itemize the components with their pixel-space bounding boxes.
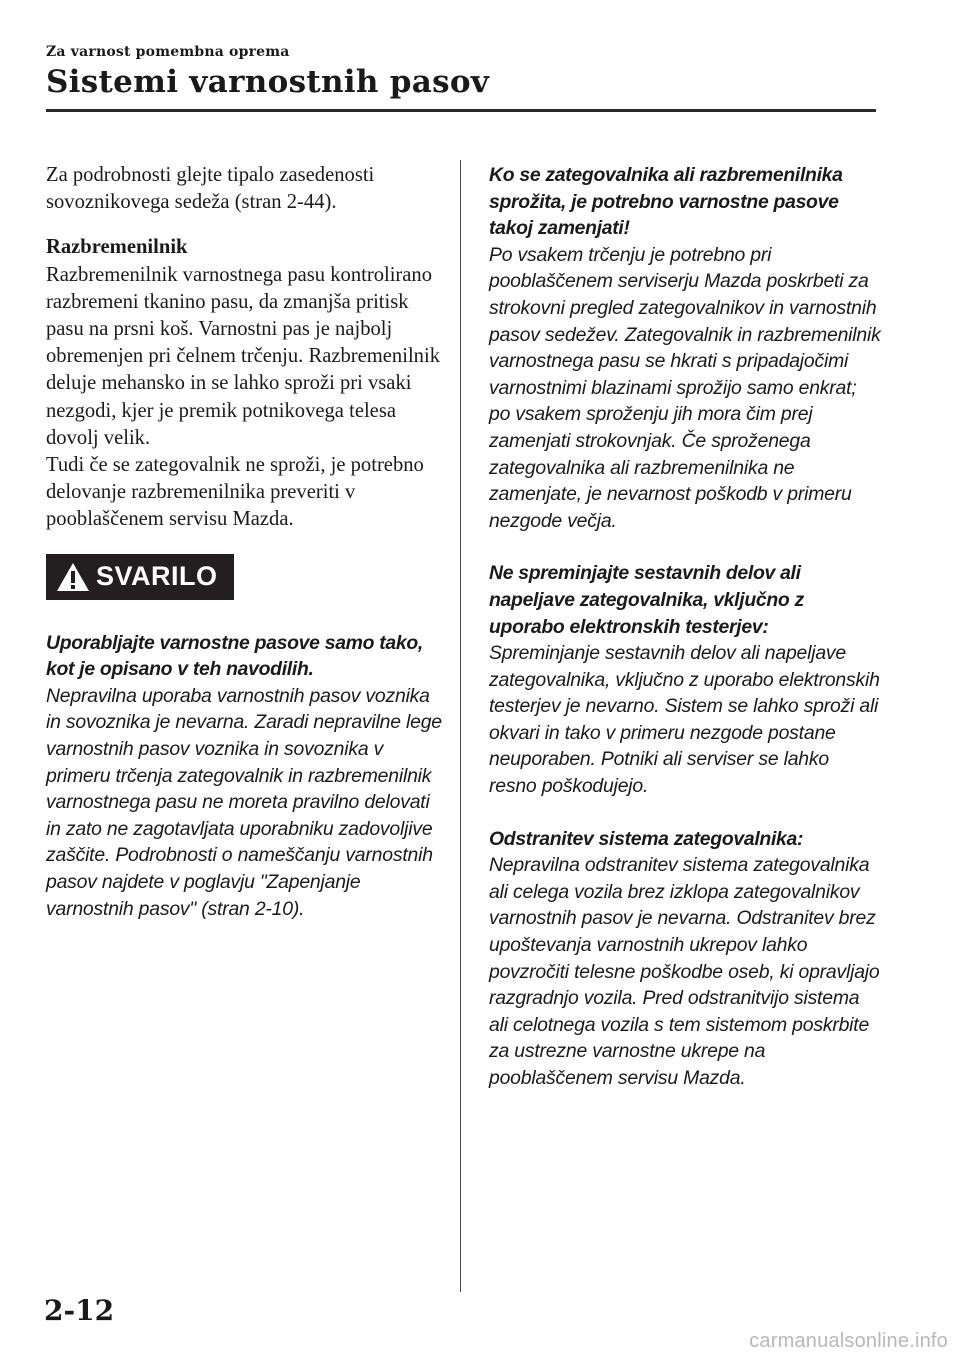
left-column: [46, 162, 446, 922]
warning-label: SVARILO: [96, 561, 218, 592]
warning-text: Spreminjanje sestavnih delov ali napeljave zategovalnika, vključno z uporabo elektronskih testerjev je nevarno. Sistem se lahko sproži ali okvari in tako v primeru nezgode postane neuporaben. Potniki ali serviser se lahko resno poškodujejo.: [489, 642, 880, 798]
column-divider: [460, 160, 461, 1292]
warning-bold-text: Ne spreminjajte sestavnih delov ali napeljave zategovalnika, vključno z uporabo elektronskih testerjev:: [489, 562, 804, 638]
warning-triangle-icon: [56, 562, 90, 592]
body-paragraph: Razbremenilnik varnostnega pasu kontrolirano razbremeni tkanino pasu, da zmanjša pritisk pasu na prsni koš. Varnostni pas je najbolj obremenjen pri čelnem trčenju. Razbremenilnik deluje mehansko in se lahko sproži pri vsaki nezgodi, kjer je premik potnikovega telesa dovolj velik.: [46, 263, 440, 449]
warning-content: [46, 630, 446, 923]
warning-text: Po vsakem trčenju je potrebno pri pooblaščenem serviserju Mazda poskrbeti za strokovni pregled zategovalnikov in varnostnih pasov sedežev. Zategovalnik in razbremenilnik varnostnega pasu se hkrati s pripadajočimi varnostnimi blazinami sprožijo samo enkrat; po vsakem sproženju jih mora čim prej zamenjati strokovnjak. Če sproženega zategovalnika ali razbremenilnika ne zamenjate, je nevarnost poškodb v primeru nezgode večja.: [489, 243, 881, 532]
section-heading: Razbremenilnik: [46, 236, 188, 259]
intro-paragraph: Za podrobnosti glejte tipalo zasedenosti sovoznikovega sedeža (stran 2-44).: [46, 164, 375, 214]
warning-text: Nepravilna odstranitev sistema zategovalnika ali celega vozila brez izklopa zategovalnikov varnostnih pasov je nevarna. Odstranitev brez upoštevanja varnostnih ukrepov lahko povzročiti telesne poškodbe oseb, ki opravljajo razgradnjo vozila. Pred odstranitvijo sistema ali celotnega vozila s tem sistemom poskrbite za ustrezne varnostne ukrepe na pooblaščenem servisu Mazda.: [489, 854, 880, 1089]
warning-badge: [46, 554, 234, 600]
body-paragraph: Tudi če se zategovalnik ne sproži, je potrebno delovanje razbremenilnika preveriti v pooblaščenem servisu Mazda.: [46, 454, 424, 531]
warning-bold-text: Ko se zategovalnika ali razbremenilnika sprožita, je potrebno varnostne pasove takoj zamenjati!: [489, 164, 843, 240]
warning-bold-text: Uporabljajte varnostne pasove samo tako, kot je opisano v teh navodilih.: [46, 631, 424, 681]
warning-text: Nepravilna uporaba varnostnih pasov voznika in sovoznika je nevarna. Zaradi nepravilne lege varnostnih pasov voznika in sovoznika v primeru trčenja zategovalnik in razbremenilnik varnostnega pasu ne moreta pravilno delovati in zato ne zagotavljata uporabniku zadovoljive zaščite. Podrobnosti o nameščanju varnostnih pasov najdete v poglavju "Zapenjanje varnostnih pasov" (stran 2-10).: [46, 684, 442, 920]
watermark: carmanualsonline.info: [749, 1330, 948, 1352]
warning-bold-text: Odstranitev sistema zategovalnika:: [489, 827, 804, 850]
page-number: 2-12: [44, 1294, 115, 1327]
page-title: Sistemi varnostnih pasov: [46, 64, 490, 100]
right-column: [489, 162, 881, 1092]
section-label: Za varnost pomembna oprema: [46, 44, 290, 60]
header-divider: [46, 109, 876, 112]
